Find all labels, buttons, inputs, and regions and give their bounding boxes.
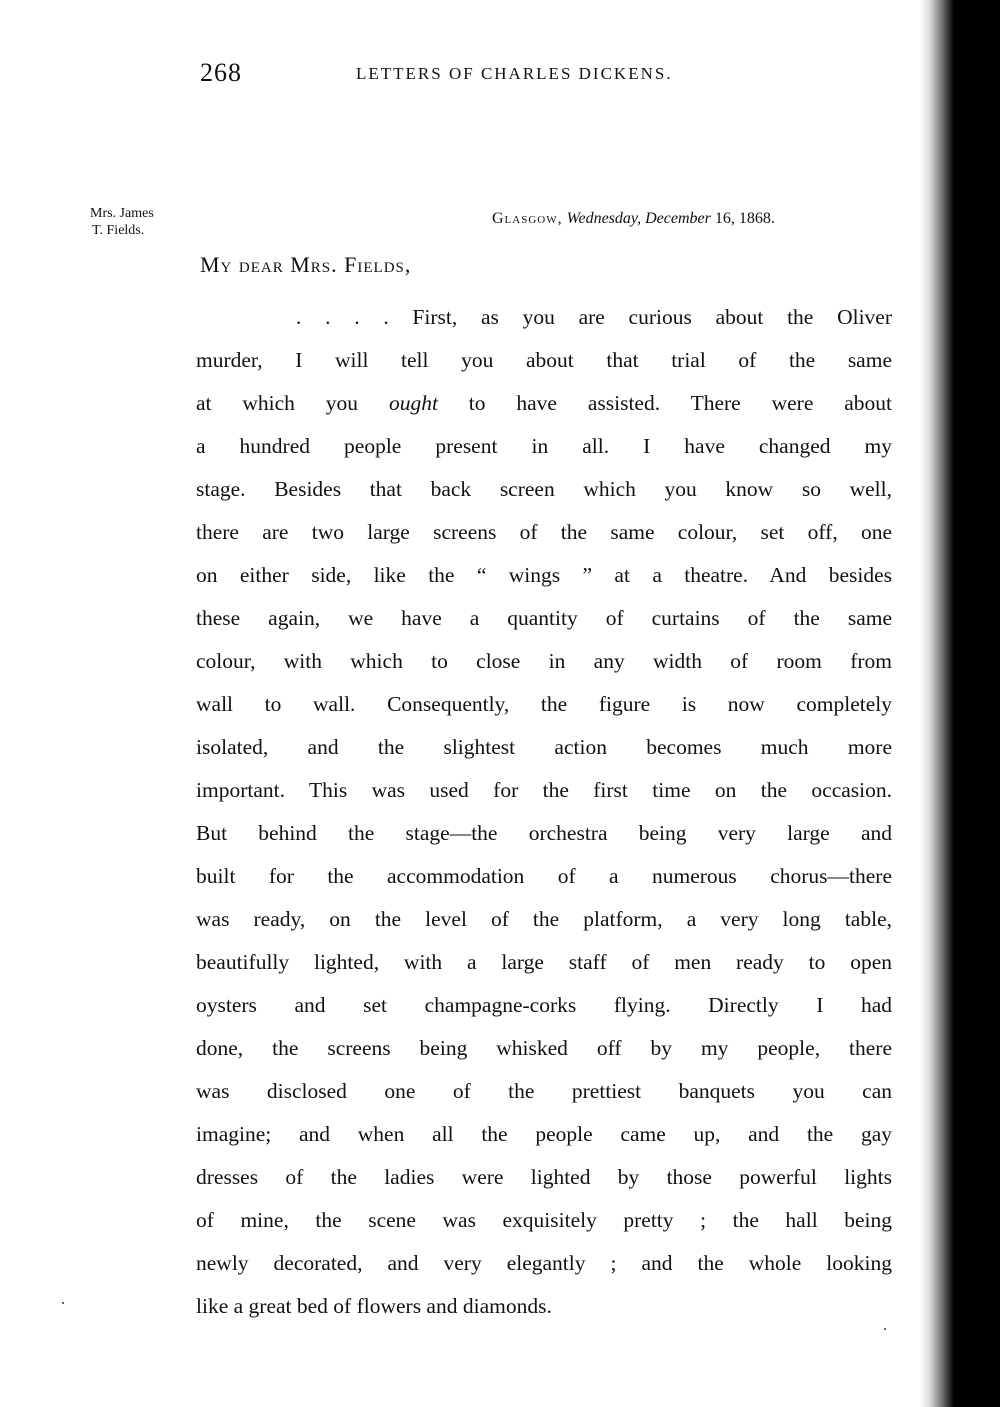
page-number: 268 <box>200 58 242 87</box>
body-line: there are two large screens of the same colour, set off, one <box>196 520 892 544</box>
dateline-day: Wednesday, December <box>566 210 711 227</box>
letter-body <box>196 296 892 1328</box>
salutation: My dear Mrs. Fields, <box>200 252 412 277</box>
recipient-line-1: Mrs. James <box>90 206 154 221</box>
recipient-line-2: T. Fields. <box>92 223 145 238</box>
body-line: colour, with which to close in any width of room from <box>196 649 892 673</box>
body-line <box>196 382 892 425</box>
body-line: done, the screens being whisked off by my people, there <box>196 1036 892 1060</box>
scan-speck <box>884 1328 886 1330</box>
body-line: was disclosed one of the prettiest banquets you can <box>196 1079 892 1103</box>
body-line: these again, we have a quantity of curtains of the same <box>196 606 892 630</box>
body-line: dresses of the ladies were lighted by those powerful lights <box>196 1165 892 1189</box>
body-line: stage. Besides that back screen which you know so well, <box>196 477 892 501</box>
running-title: LETTERS OF CHARLES DICKENS. <box>356 64 673 83</box>
body-line: was ready, on the level of the platform, a very long table, <box>196 907 892 931</box>
body-line: murder, I will tell you about that trial of the same <box>196 348 892 372</box>
body-line: But behind the stage—the orchestra being very large and <box>196 821 892 845</box>
dateline <box>492 210 775 228</box>
body-text-italic: ought <box>388 391 438 415</box>
body-line: like a great bed of flowers and diamonds. <box>196 1294 552 1318</box>
body-line: wall to wall. Consequently, the figure is now completely <box>196 692 892 716</box>
body-line: isolated, and the slightest action becomes much more <box>196 735 892 759</box>
body-line: beautifully lighted, with a large staff of men ready to open <box>196 950 892 974</box>
body-line: of mine, the scene was exquisitely pretty ; the hall being <box>196 1208 892 1232</box>
body-text: at which you <box>196 391 389 415</box>
body-line: newly decorated, and very elegantly ; and the whole looking <box>196 1251 892 1275</box>
body-line: built for the accommodation of a numerous chorus—there <box>196 864 892 888</box>
body-line: important. This was used for the first time on the occasion. <box>196 778 892 802</box>
body-line: on either side, like the “ wings ” at a theatre. And besides <box>196 563 892 587</box>
body-text: to have assisted. There were about <box>437 391 892 415</box>
body-line: imagine; and when all the people came up, and the gay <box>196 1122 892 1146</box>
book-binding-shadow <box>920 0 1000 1407</box>
dateline-place: Glasgow, <box>492 210 563 227</box>
body-line: a hundred people present in all. I have changed my <box>196 434 892 458</box>
body-line: oysters and set champagne-corks flying. Directly I had <box>196 993 892 1017</box>
dateline-date: 16, 1868. <box>714 210 775 227</box>
recipient-side-note <box>90 205 154 239</box>
scan-speck <box>62 1302 64 1304</box>
body-line: . . . . First, as you are curious about the Oliver <box>296 305 892 329</box>
